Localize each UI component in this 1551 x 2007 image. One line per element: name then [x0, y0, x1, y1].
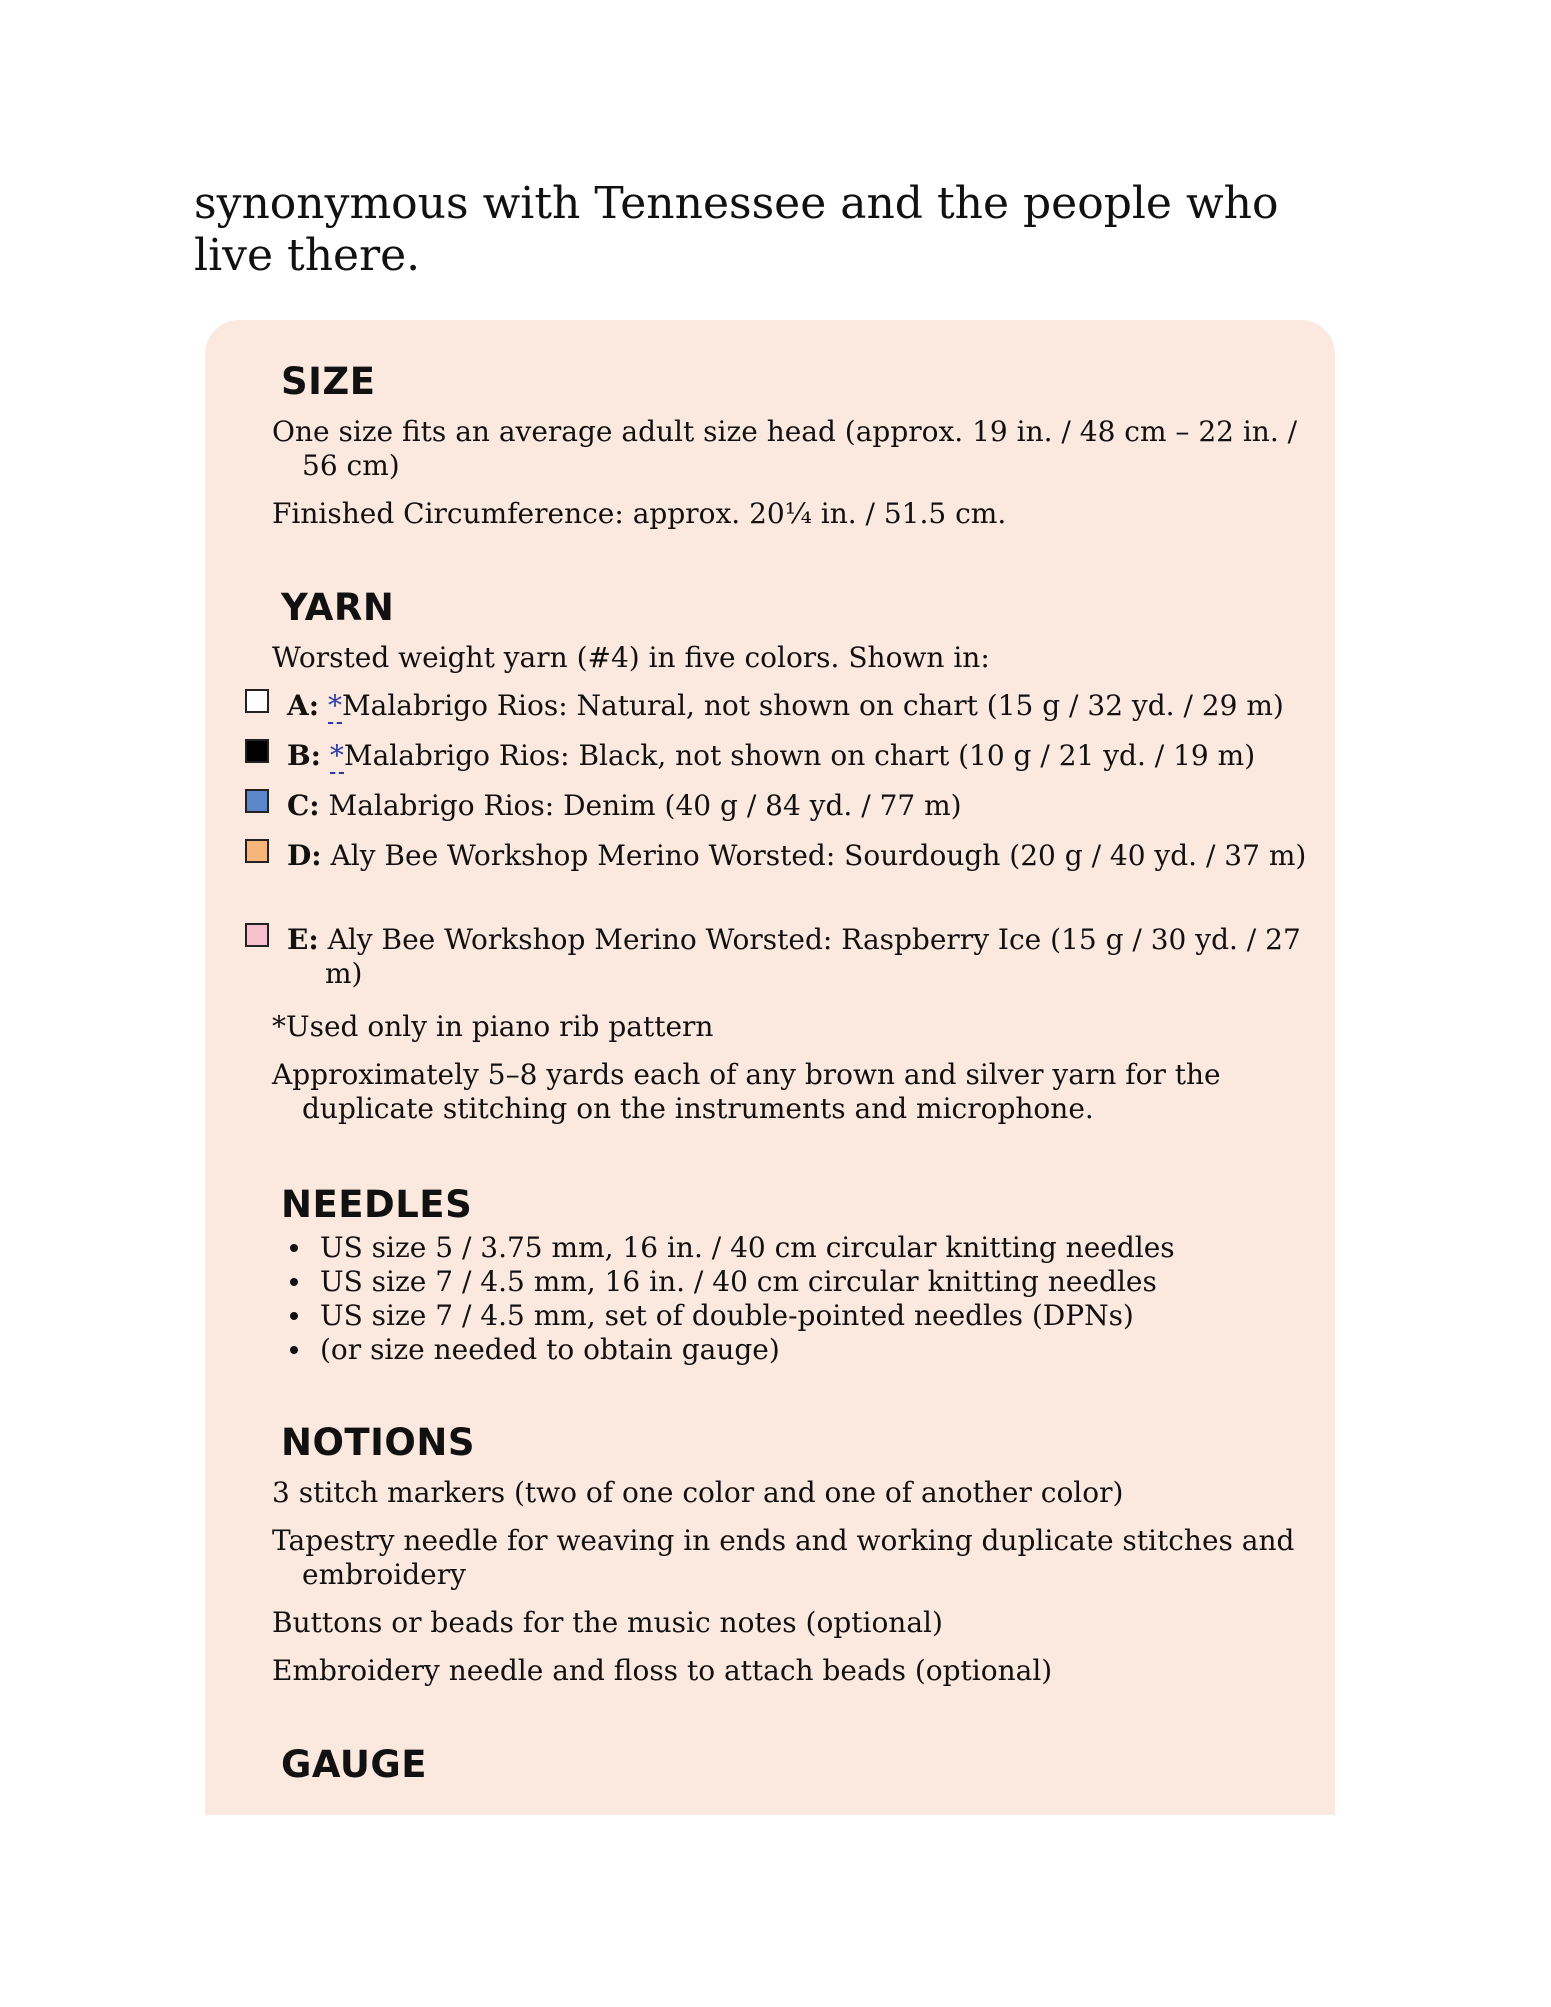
yarn-heading: YARN	[281, 586, 395, 629]
color-code: E:	[287, 923, 319, 956]
color-code: D:	[287, 839, 322, 872]
yarn-color-a	[287, 689, 1345, 723]
gauge-heading: GAUGE	[281, 1743, 428, 1786]
needle-item: US size 7 / 4.5 mm, set of double-pointed needles (DPNs)	[320, 1299, 1320, 1333]
needles-heading: NEEDLES	[281, 1183, 473, 1226]
yarn-footnote: *Used only in piano rib pattern	[272, 1010, 714, 1043]
notion-item: 3 stitch markers (two of one color and one of another color)	[272, 1476, 1124, 1509]
yarn-color-c	[287, 789, 1345, 823]
size-heading: SIZE	[281, 360, 376, 403]
swatch-color-b	[245, 739, 269, 763]
duplicate-stitch-yarn-note: Approximately 5–8 yards each of any brown and silver yarn for the duplicate stitching on the instruments and microphone.	[272, 1058, 1221, 1125]
finished-circumference-line: Finished Circumference: approx. 20¼ in. / 51.5 cm.	[272, 497, 1007, 530]
color-code: B:	[287, 739, 322, 772]
color-text: Aly Bee Workshop Merino Worsted: Raspberry Ice (15 g / 30 yd. / 27 m)	[325, 923, 1301, 990]
swatch-color-c	[245, 789, 269, 813]
color-code: A:	[287, 689, 320, 722]
footnote-link[interactable]: *	[327, 689, 342, 722]
size-line: One size fits an average adult size head (approx. 19 in. / 48 cm – 22 in. / 56 cm)	[272, 415, 1298, 482]
color-text: Malabrigo Rios: Black, not shown on chart (10 g / 21 yd. / 19 m)	[343, 739, 1256, 772]
yarn-color-e	[287, 923, 1345, 991]
swatch-color-d	[245, 839, 269, 863]
bullet-icon	[290, 1244, 298, 1252]
yarn-intro: Worsted weight yarn (#4) in five colors. Shown in:	[272, 641, 990, 674]
notion-item: Buttons or beads for the music notes (optional)	[272, 1606, 943, 1639]
color-text: Aly Bee Workshop Merino Worsted: Sourdough (20 g / 40 yd. / 37 m)	[330, 839, 1307, 872]
yarn-color-d	[287, 839, 1345, 873]
needle-item: US size 5 / 3.75 mm, 16 in. / 40 cm circular knitting needles	[320, 1231, 1320, 1265]
notion-item: Tapestry needle for weaving in ends and working duplicate stitches and embroidery	[272, 1524, 1295, 1591]
notions-heading: NOTIONS	[281, 1421, 475, 1464]
color-text: Malabrigo Rios: Natural, not shown on chart (15 g / 32 yd. / 29 m)	[341, 689, 1284, 722]
yarn-color-b	[287, 739, 1345, 773]
footnote-link[interactable]: *	[329, 739, 344, 772]
swatch-color-e	[245, 923, 269, 947]
bullet-icon	[290, 1346, 298, 1354]
color-text: Malabrigo Rios: Denim (40 g / 84 yd. / 77 m)	[328, 789, 962, 822]
needle-item: US size 7 / 4.5 mm, 16 in. / 40 cm circular knitting needles	[320, 1265, 1320, 1299]
bullet-icon	[290, 1278, 298, 1286]
intro-paragraph: synonymous with Tennessee and the people who live there.	[194, 178, 1279, 281]
color-code: C:	[287, 789, 320, 822]
notion-item: Embroidery needle and floss to attach beads (optional)	[272, 1654, 1053, 1687]
bullet-icon	[290, 1312, 298, 1320]
needle-item: (or size needed to obtain gauge)	[320, 1333, 1320, 1367]
swatch-color-a	[245, 689, 269, 713]
